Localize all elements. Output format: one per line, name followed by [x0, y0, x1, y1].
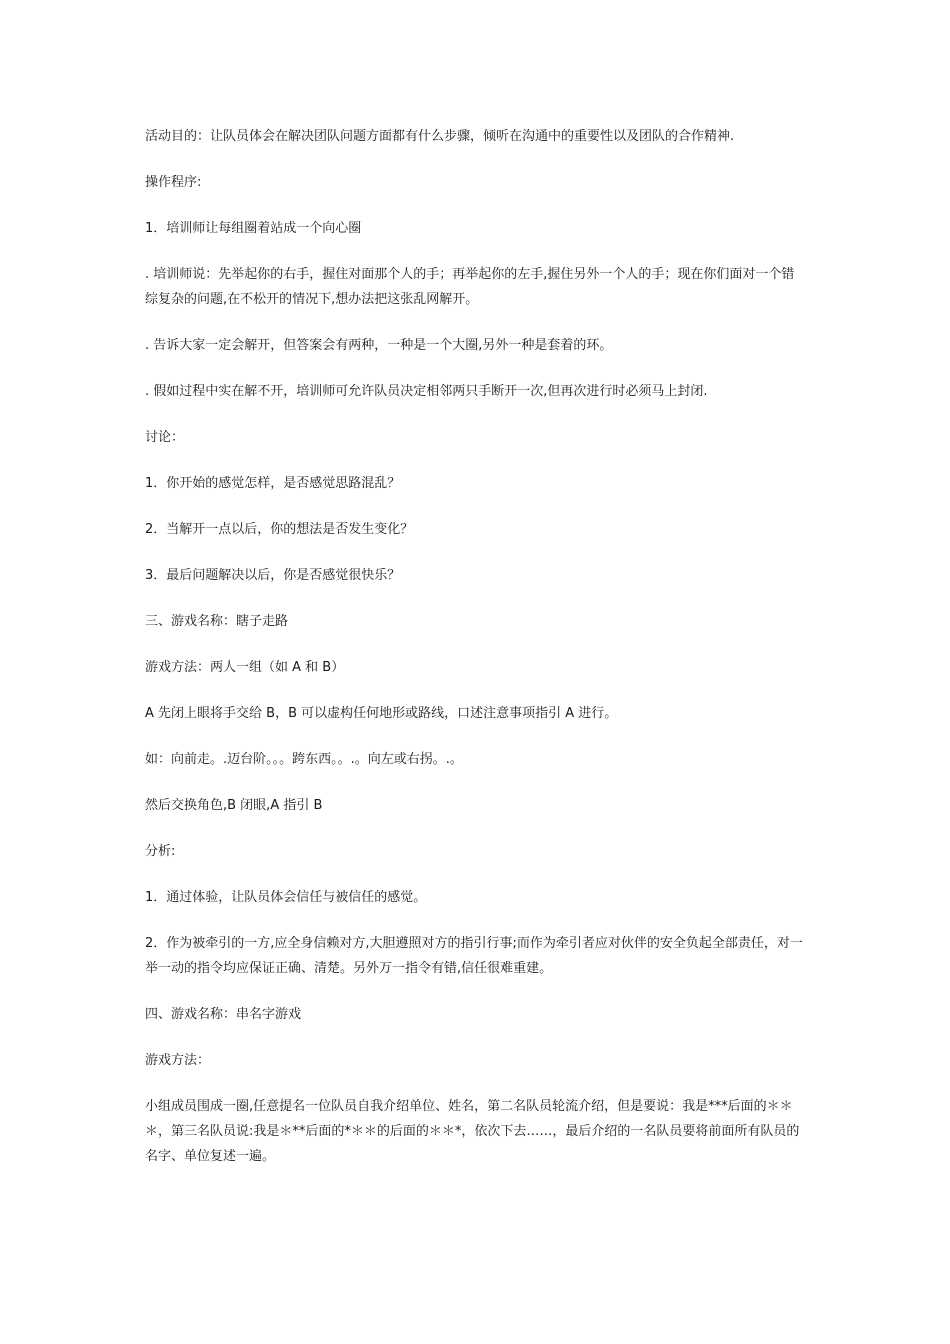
section-heading: 三、游戏名称：瞎子走路	[145, 614, 289, 629]
procedure-step: 1．培训师让每组圈着站成一个向心圈	[145, 221, 362, 236]
game-instruction: A 先闭上眼将手交给 B，B 可以虚构任何地形或路线，口述注意事项指引 A 进行。	[145, 706, 618, 721]
analysis-item: 2．作为被牵引的一方,应全身信赖对方,大胆遵照对方的指引行事;而作为牵引者应对伙伴的安全负起全部责任，对一举一动的指令均应保证正确、清楚。另外万一指令有错,信任很难重建。	[145, 936, 803, 976]
discussion-item: 1．你开始的感觉怎样，是否感觉思路混乱？	[145, 476, 401, 491]
game-example: 如：向前走。.迈台阶。。。跨东西。。.。向左或右拐。.。	[145, 752, 463, 767]
discussion-heading: 讨论：	[145, 430, 185, 445]
game-instruction: 小组成员围成一圈,任意提名一位队员自我介绍单位、姓名，第二名队员轮流介绍，但是要说：我是***后面的＊＊＊，第三名队员说:我是＊**后面的*＊＊的后面的＊＊*，依次下去……，最后介绍的一名队员要将前面所有队员的名字、单位复述一遍。	[145, 1099, 800, 1164]
procedure-step: . 假如过程中实在解不开，培训师可允许队员决定相邻两只手断开一次,但再次进行时必须马上封闭.	[145, 384, 708, 399]
game-method: 游戏方法：两人一组（如 A 和 B）	[145, 660, 345, 675]
game-method: 游戏方法：	[145, 1053, 211, 1068]
analysis-item: 1．通过体验，让队员体会信任与被信任的感觉。	[145, 890, 427, 905]
analysis-heading: 分析:	[145, 844, 176, 859]
game-instruction: 然后交换角色,B 闭眼,A 指引 B	[145, 798, 323, 813]
discussion-item: 3．最后问题解决以后，你是否感觉很快乐？	[145, 568, 401, 583]
discussion-item: 2．当解开一点以后，你的想法是否发生变化？	[145, 522, 414, 537]
procedure-step: . 告诉大家一定会解开，但答案会有两种，一种是一个大圈,另外一种是套着的环。	[145, 338, 613, 353]
procedure-step: . 培训师说：先举起你的右手，握住对面那个人的手；再举起你的左手,握住另外一个人的手；现在你们面对一个错综复杂的问题,在不松开的情况下,想办法把这张乱网解开。	[145, 267, 795, 307]
document-body	[145, 124, 805, 1190]
section-heading: 四、游戏名称：串名字游戏	[145, 1007, 302, 1022]
activity-purpose: 活动目的：让队员体会在解决团队问题方面都有什么步骤，倾听在沟通中的重要性以及团队的合作精神.	[145, 129, 735, 144]
procedure-heading: 操作程序:	[145, 175, 202, 190]
